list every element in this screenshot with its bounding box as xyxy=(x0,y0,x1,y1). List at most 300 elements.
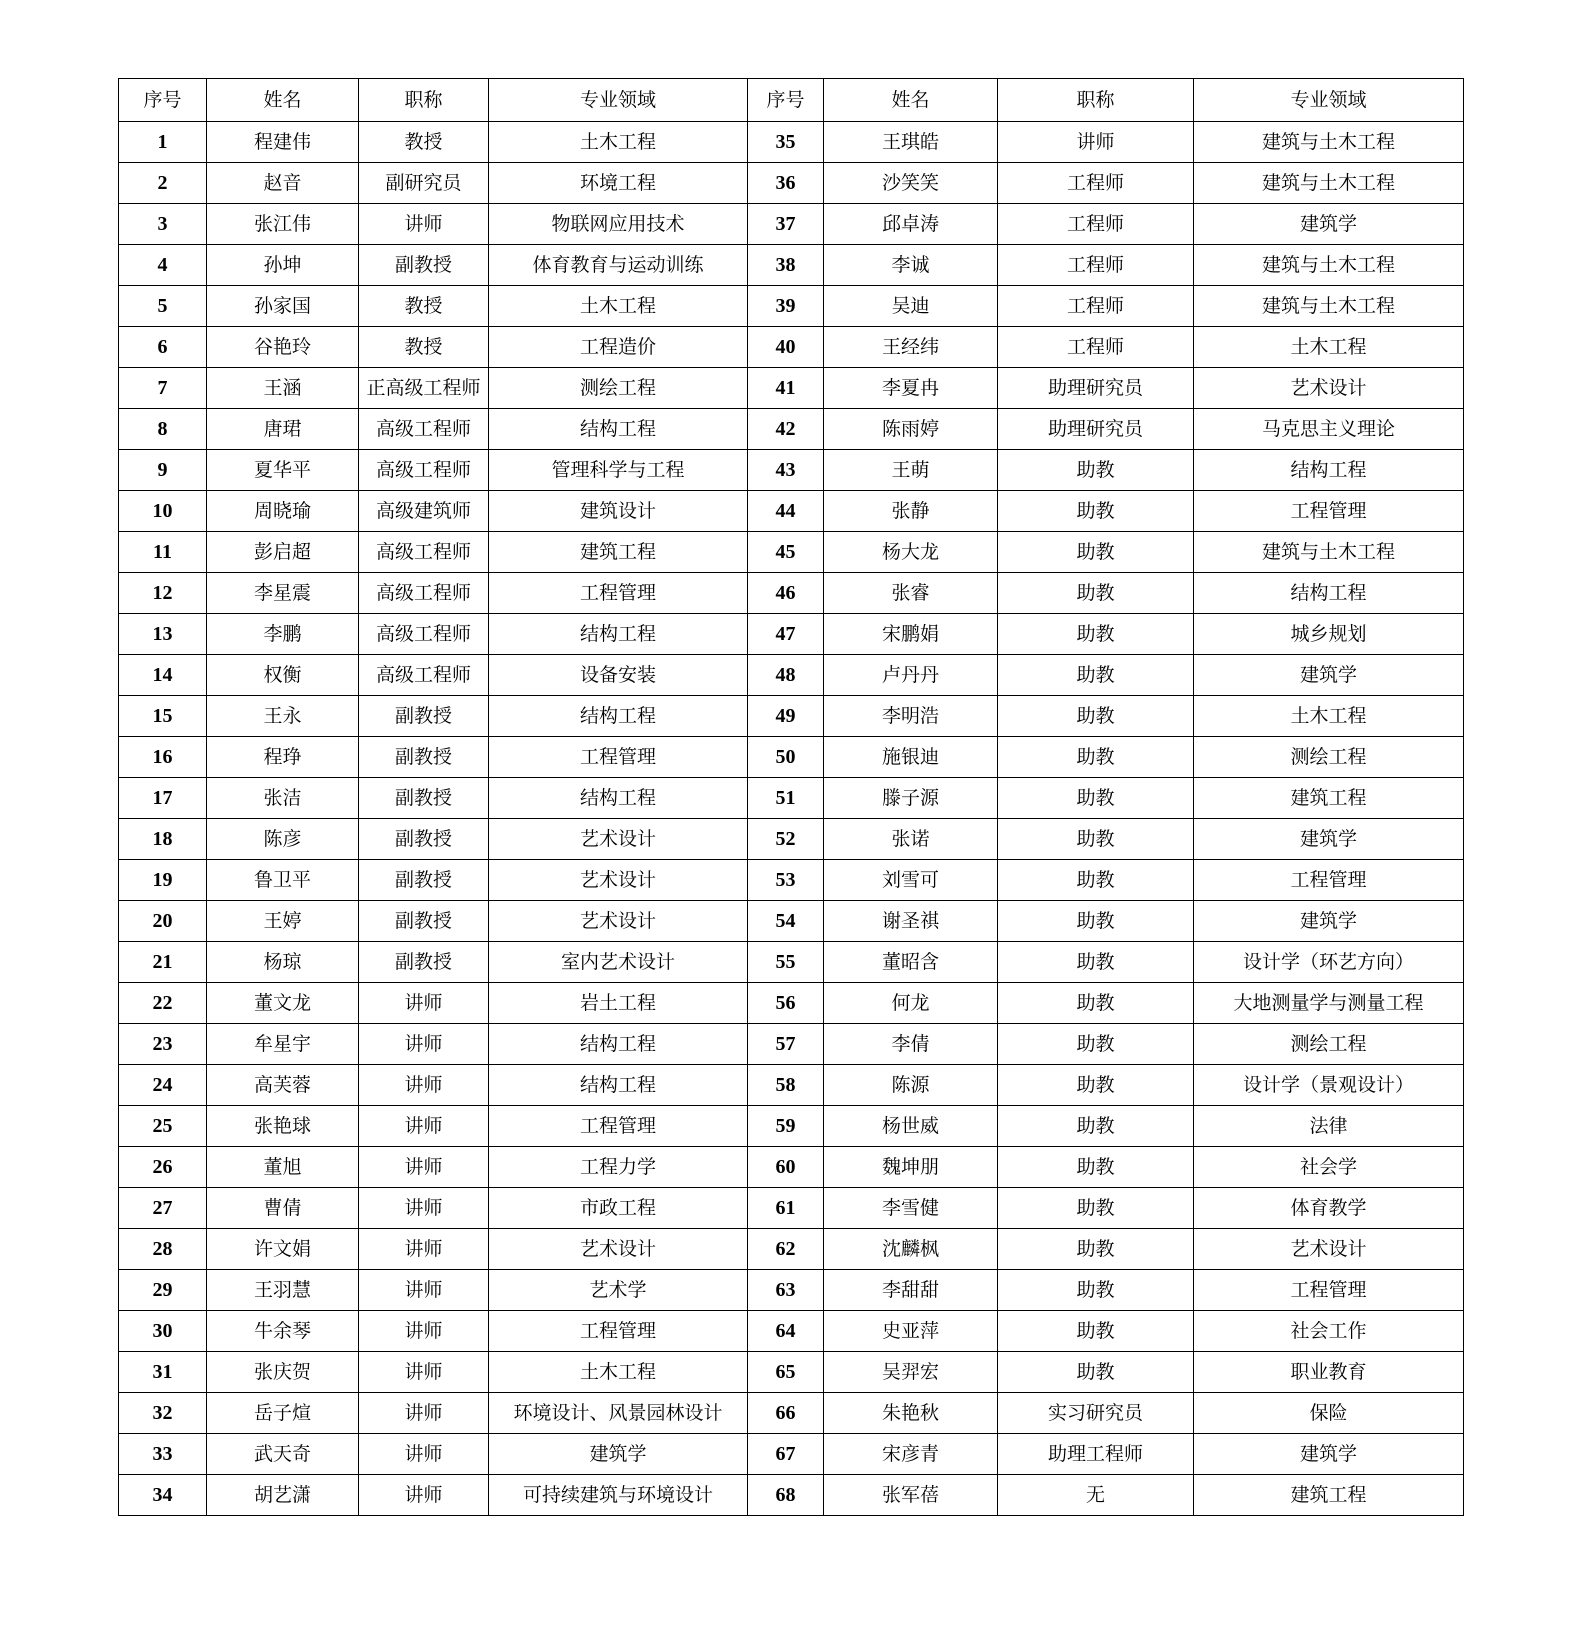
table-row xyxy=(119,1475,1464,1516)
name-header-2: 姓名 xyxy=(824,79,998,122)
field-cell: 结构工程 xyxy=(1194,573,1464,614)
field-cell: 建筑设计 xyxy=(489,491,748,532)
table-row xyxy=(119,1106,1464,1147)
table-row xyxy=(119,1393,1464,1434)
field-cell: 艺术设计 xyxy=(1194,1229,1464,1270)
title-cell: 高级工程师 xyxy=(359,409,489,450)
table-row xyxy=(119,1065,1464,1106)
seq-cell: 47 xyxy=(748,614,824,655)
title-cell: 工程师 xyxy=(998,327,1194,368)
seq-cell: 33 xyxy=(119,1434,207,1475)
field-cell: 工程管理 xyxy=(1194,860,1464,901)
field-cell: 建筑与土木工程 xyxy=(1194,163,1464,204)
seq-cell: 16 xyxy=(119,737,207,778)
title-cell: 助教 xyxy=(998,901,1194,942)
title-cell: 助教 xyxy=(998,860,1194,901)
table-row xyxy=(119,819,1464,860)
table-row xyxy=(119,1188,1464,1229)
name-cell: 施银迪 xyxy=(824,737,998,778)
seq-cell: 13 xyxy=(119,614,207,655)
seq-cell: 59 xyxy=(748,1106,824,1147)
title-cell: 工程师 xyxy=(998,245,1194,286)
table-row xyxy=(119,1147,1464,1188)
field-cell: 建筑学 xyxy=(489,1434,748,1475)
seq-cell: 67 xyxy=(748,1434,824,1475)
name-cell: 张洁 xyxy=(207,778,359,819)
field-cell: 保险 xyxy=(1194,1393,1464,1434)
seq-cell: 8 xyxy=(119,409,207,450)
title-cell: 正高级工程师 xyxy=(359,368,489,409)
title-cell: 副教授 xyxy=(359,737,489,778)
title-cell: 讲师 xyxy=(359,1393,489,1434)
seq-cell: 6 xyxy=(119,327,207,368)
title-cell: 讲师 xyxy=(359,1024,489,1065)
name-cell: 朱艳秋 xyxy=(824,1393,998,1434)
field-cell: 结构工程 xyxy=(489,696,748,737)
field-cell: 马克思主义理论 xyxy=(1194,409,1464,450)
title-cell: 助教 xyxy=(998,983,1194,1024)
field-cell: 结构工程 xyxy=(489,1024,748,1065)
table-row xyxy=(119,1434,1464,1475)
seq-cell: 2 xyxy=(119,163,207,204)
name-cell: 杨世威 xyxy=(824,1106,998,1147)
seq-cell: 18 xyxy=(119,819,207,860)
name-cell: 谢圣祺 xyxy=(824,901,998,942)
seq-cell: 54 xyxy=(748,901,824,942)
field-cell: 设计学（景观设计） xyxy=(1194,1065,1464,1106)
seq-cell: 65 xyxy=(748,1352,824,1393)
seq-cell: 66 xyxy=(748,1393,824,1434)
field-header-2: 专业领域 xyxy=(1194,79,1464,122)
table-row xyxy=(119,573,1464,614)
table-row xyxy=(119,286,1464,327)
name-cell: 宋彦青 xyxy=(824,1434,998,1475)
name-cell: 沈麟枫 xyxy=(824,1229,998,1270)
name-cell: 董昭含 xyxy=(824,942,998,983)
title-cell: 副研究员 xyxy=(359,163,489,204)
table-row xyxy=(119,327,1464,368)
seq-cell: 4 xyxy=(119,245,207,286)
name-cell: 邱卓涛 xyxy=(824,204,998,245)
seq-cell: 14 xyxy=(119,655,207,696)
field-cell: 环境设计、风景园林设计 xyxy=(489,1393,748,1434)
name-cell: 夏华平 xyxy=(207,450,359,491)
field-cell: 土木工程 xyxy=(489,122,748,163)
title-cell: 教授 xyxy=(359,286,489,327)
name-cell: 武天奇 xyxy=(207,1434,359,1475)
name-cell: 周晓瑜 xyxy=(207,491,359,532)
table-row xyxy=(119,696,1464,737)
field-cell: 体育教育与运动训练 xyxy=(489,245,748,286)
title-cell: 副教授 xyxy=(359,819,489,860)
seq-cell: 57 xyxy=(748,1024,824,1065)
name-cell: 李诚 xyxy=(824,245,998,286)
field-cell: 艺术设计 xyxy=(489,901,748,942)
field-cell: 建筑学 xyxy=(1194,204,1464,245)
name-cell: 何龙 xyxy=(824,983,998,1024)
seq-cell: 11 xyxy=(119,532,207,573)
seq-cell: 29 xyxy=(119,1270,207,1311)
title-cell: 副教授 xyxy=(359,245,489,286)
field-cell: 艺术设计 xyxy=(489,1229,748,1270)
seq-cell: 39 xyxy=(748,286,824,327)
seq-cell: 3 xyxy=(119,204,207,245)
field-cell: 工程管理 xyxy=(1194,491,1464,532)
field-cell: 建筑学 xyxy=(1194,901,1464,942)
seq-cell: 46 xyxy=(748,573,824,614)
table-row xyxy=(119,942,1464,983)
name-cell: 陈源 xyxy=(824,1065,998,1106)
title-cell: 助教 xyxy=(998,532,1194,573)
table-body xyxy=(119,122,1464,1516)
field-header: 专业领域 xyxy=(489,79,748,122)
title-cell: 讲师 xyxy=(359,1352,489,1393)
title-cell: 副教授 xyxy=(359,942,489,983)
name-cell: 权衡 xyxy=(207,655,359,696)
seq-cell: 20 xyxy=(119,901,207,942)
name-cell: 高芙蓉 xyxy=(207,1065,359,1106)
seq-cell: 42 xyxy=(748,409,824,450)
seq-cell: 55 xyxy=(748,942,824,983)
seq-cell: 58 xyxy=(748,1065,824,1106)
seq-cell: 17 xyxy=(119,778,207,819)
field-cell: 工程管理 xyxy=(1194,1270,1464,1311)
seq-cell: 64 xyxy=(748,1311,824,1352)
field-cell: 艺术学 xyxy=(489,1270,748,1311)
table-row xyxy=(119,1270,1464,1311)
title-cell: 高级工程师 xyxy=(359,450,489,491)
field-cell: 结构工程 xyxy=(489,409,748,450)
field-cell: 设备安装 xyxy=(489,655,748,696)
title-cell: 讲师 xyxy=(359,1229,489,1270)
field-cell: 社会学 xyxy=(1194,1147,1464,1188)
title-cell: 助教 xyxy=(998,1311,1194,1352)
field-cell: 测绘工程 xyxy=(489,368,748,409)
name-cell: 宋鹏娟 xyxy=(824,614,998,655)
name-cell: 胡艺潇 xyxy=(207,1475,359,1516)
seq-cell: 30 xyxy=(119,1311,207,1352)
seq-header: 序号 xyxy=(119,79,207,122)
title-cell: 高级建筑师 xyxy=(359,491,489,532)
title-cell: 讲师 xyxy=(359,1147,489,1188)
title-cell: 讲师 xyxy=(359,1311,489,1352)
field-cell: 岩土工程 xyxy=(489,983,748,1024)
field-cell: 结构工程 xyxy=(1194,450,1464,491)
name-cell: 孙坤 xyxy=(207,245,359,286)
field-cell: 工程管理 xyxy=(489,573,748,614)
title-cell: 助教 xyxy=(998,1147,1194,1188)
seq-cell: 23 xyxy=(119,1024,207,1065)
field-cell: 城乡规划 xyxy=(1194,614,1464,655)
field-cell: 物联网应用技术 xyxy=(489,204,748,245)
seq-cell: 43 xyxy=(748,450,824,491)
title-cell: 无 xyxy=(998,1475,1194,1516)
table-row xyxy=(119,1352,1464,1393)
name-cell: 李鹏 xyxy=(207,614,359,655)
title-cell: 教授 xyxy=(359,122,489,163)
title-cell: 工程师 xyxy=(998,163,1194,204)
name-cell: 李雪健 xyxy=(824,1188,998,1229)
field-cell: 土木工程 xyxy=(489,286,748,327)
table-row xyxy=(119,245,1464,286)
seq-cell: 35 xyxy=(748,122,824,163)
field-cell: 建筑工程 xyxy=(1194,1475,1464,1516)
name-cell: 董旭 xyxy=(207,1147,359,1188)
title-cell: 副教授 xyxy=(359,901,489,942)
title-cell: 讲师 xyxy=(359,983,489,1024)
title-cell: 助教 xyxy=(998,819,1194,860)
seq-cell: 28 xyxy=(119,1229,207,1270)
title-cell: 工程师 xyxy=(998,286,1194,327)
table-row xyxy=(119,163,1464,204)
name-cell: 牛余琴 xyxy=(207,1311,359,1352)
name-cell: 李夏冉 xyxy=(824,368,998,409)
name-cell: 刘雪可 xyxy=(824,860,998,901)
title-cell: 实习研究员 xyxy=(998,1393,1194,1434)
title-cell: 助教 xyxy=(998,614,1194,655)
title-cell: 助教 xyxy=(998,1229,1194,1270)
table-row xyxy=(119,1024,1464,1065)
title-cell: 高级工程师 xyxy=(359,573,489,614)
seq-cell: 49 xyxy=(748,696,824,737)
name-cell: 李明浩 xyxy=(824,696,998,737)
seq-cell: 44 xyxy=(748,491,824,532)
table-header-row xyxy=(119,79,1464,122)
seq-cell: 56 xyxy=(748,983,824,1024)
field-cell: 结构工程 xyxy=(489,778,748,819)
title-cell: 讲师 xyxy=(359,1475,489,1516)
field-cell: 艺术设计 xyxy=(1194,368,1464,409)
seq-cell: 5 xyxy=(119,286,207,327)
name-cell: 李倩 xyxy=(824,1024,998,1065)
seq-cell: 31 xyxy=(119,1352,207,1393)
table-row xyxy=(119,491,1464,532)
seq-cell: 41 xyxy=(748,368,824,409)
title-cell: 助教 xyxy=(998,1106,1194,1147)
seq-header-2: 序号 xyxy=(748,79,824,122)
seq-cell: 63 xyxy=(748,1270,824,1311)
seq-cell: 51 xyxy=(748,778,824,819)
seq-cell: 36 xyxy=(748,163,824,204)
seq-cell: 7 xyxy=(119,368,207,409)
name-cell: 岳子煊 xyxy=(207,1393,359,1434)
field-cell: 市政工程 xyxy=(489,1188,748,1229)
seq-cell: 38 xyxy=(748,245,824,286)
table-row xyxy=(119,1311,1464,1352)
table-row xyxy=(119,368,1464,409)
name-cell: 张睿 xyxy=(824,573,998,614)
name-cell: 谷艳玲 xyxy=(207,327,359,368)
name-cell: 曹倩 xyxy=(207,1188,359,1229)
table-row xyxy=(119,409,1464,450)
field-cell: 土木工程 xyxy=(1194,696,1464,737)
field-cell: 工程管理 xyxy=(489,1106,748,1147)
field-cell: 建筑学 xyxy=(1194,1434,1464,1475)
seq-cell: 25 xyxy=(119,1106,207,1147)
table-row xyxy=(119,122,1464,163)
seq-cell: 60 xyxy=(748,1147,824,1188)
field-cell: 建筑与土木工程 xyxy=(1194,122,1464,163)
name-cell: 李星震 xyxy=(207,573,359,614)
table-row xyxy=(119,860,1464,901)
name-cell: 王琪皓 xyxy=(824,122,998,163)
title-cell: 助教 xyxy=(998,1352,1194,1393)
field-cell: 工程管理 xyxy=(489,1311,748,1352)
name-cell: 张江伟 xyxy=(207,204,359,245)
title-cell: 讲师 xyxy=(359,204,489,245)
field-cell: 建筑与土木工程 xyxy=(1194,286,1464,327)
seq-cell: 37 xyxy=(748,204,824,245)
field-cell: 职业教育 xyxy=(1194,1352,1464,1393)
table-row xyxy=(119,1229,1464,1270)
field-cell: 艺术设计 xyxy=(489,819,748,860)
field-cell: 测绘工程 xyxy=(1194,1024,1464,1065)
field-cell: 结构工程 xyxy=(489,614,748,655)
title-header-2: 职称 xyxy=(998,79,1194,122)
name-cell: 史亚萍 xyxy=(824,1311,998,1352)
table-row xyxy=(119,778,1464,819)
seq-cell: 40 xyxy=(748,327,824,368)
seq-cell: 68 xyxy=(748,1475,824,1516)
field-cell: 社会工作 xyxy=(1194,1311,1464,1352)
name-cell: 陈彦 xyxy=(207,819,359,860)
field-cell: 可持续建筑与环境设计 xyxy=(489,1475,748,1516)
seq-cell: 27 xyxy=(119,1188,207,1229)
title-cell: 助理研究员 xyxy=(998,368,1194,409)
table-row xyxy=(119,532,1464,573)
seq-cell: 48 xyxy=(748,655,824,696)
title-cell: 讲师 xyxy=(359,1188,489,1229)
title-cell: 助教 xyxy=(998,1188,1194,1229)
seq-cell: 9 xyxy=(119,450,207,491)
title-cell: 助教 xyxy=(998,1065,1194,1106)
field-cell: 土木工程 xyxy=(489,1352,748,1393)
title-cell: 助理研究员 xyxy=(998,409,1194,450)
name-cell: 赵音 xyxy=(207,163,359,204)
field-cell: 室内艺术设计 xyxy=(489,942,748,983)
title-cell: 助教 xyxy=(998,1024,1194,1065)
seq-cell: 1 xyxy=(119,122,207,163)
field-cell: 工程管理 xyxy=(489,737,748,778)
name-cell: 杨琼 xyxy=(207,942,359,983)
title-cell: 助教 xyxy=(998,573,1194,614)
name-cell: 张庆贺 xyxy=(207,1352,359,1393)
title-cell: 副教授 xyxy=(359,778,489,819)
field-cell: 工程造价 xyxy=(489,327,748,368)
title-cell: 副教授 xyxy=(359,860,489,901)
table-row xyxy=(119,614,1464,655)
seq-cell: 24 xyxy=(119,1065,207,1106)
table-row xyxy=(119,450,1464,491)
name-cell: 杨大龙 xyxy=(824,532,998,573)
seq-cell: 53 xyxy=(748,860,824,901)
title-header: 职称 xyxy=(359,79,489,122)
name-cell: 程琤 xyxy=(207,737,359,778)
field-cell: 大地测量学与测量工程 xyxy=(1194,983,1464,1024)
name-cell: 王婷 xyxy=(207,901,359,942)
field-cell: 工程力学 xyxy=(489,1147,748,1188)
field-cell: 建筑与土木工程 xyxy=(1194,245,1464,286)
title-cell: 讲师 xyxy=(998,122,1194,163)
name-cell: 鲁卫平 xyxy=(207,860,359,901)
name-cell: 王经纬 xyxy=(824,327,998,368)
field-cell: 体育教学 xyxy=(1194,1188,1464,1229)
seq-cell: 45 xyxy=(748,532,824,573)
title-cell: 助教 xyxy=(998,655,1194,696)
name-cell: 张静 xyxy=(824,491,998,532)
seq-cell: 34 xyxy=(119,1475,207,1516)
title-cell: 讲师 xyxy=(359,1065,489,1106)
seq-cell: 26 xyxy=(119,1147,207,1188)
name-cell: 卢丹丹 xyxy=(824,655,998,696)
seq-cell: 19 xyxy=(119,860,207,901)
field-cell: 建筑学 xyxy=(1194,819,1464,860)
name-cell: 张诺 xyxy=(824,819,998,860)
table-row xyxy=(119,983,1464,1024)
title-cell: 助教 xyxy=(998,942,1194,983)
name-cell: 王萌 xyxy=(824,450,998,491)
name-cell: 张军蓓 xyxy=(824,1475,998,1516)
field-cell: 建筑与土木工程 xyxy=(1194,532,1464,573)
name-cell: 许文娟 xyxy=(207,1229,359,1270)
field-cell: 法律 xyxy=(1194,1106,1464,1147)
name-cell: 吴羿宏 xyxy=(824,1352,998,1393)
title-cell: 讲师 xyxy=(359,1106,489,1147)
field-cell: 建筑学 xyxy=(1194,655,1464,696)
name-cell: 程建伟 xyxy=(207,122,359,163)
name-cell: 滕子源 xyxy=(824,778,998,819)
field-cell: 建筑工程 xyxy=(1194,778,1464,819)
name-cell: 孙家国 xyxy=(207,286,359,327)
name-cell: 沙笑笑 xyxy=(824,163,998,204)
name-cell: 魏坤朋 xyxy=(824,1147,998,1188)
name-cell: 唐珺 xyxy=(207,409,359,450)
name-cell: 李甜甜 xyxy=(824,1270,998,1311)
seq-cell: 22 xyxy=(119,983,207,1024)
title-cell: 助教 xyxy=(998,1270,1194,1311)
title-cell: 助教 xyxy=(998,696,1194,737)
title-cell: 教授 xyxy=(359,327,489,368)
staff-table xyxy=(118,78,1464,1516)
seq-cell: 12 xyxy=(119,573,207,614)
name-cell: 王永 xyxy=(207,696,359,737)
seq-cell: 62 xyxy=(748,1229,824,1270)
title-cell: 助理工程师 xyxy=(998,1434,1194,1475)
table-row xyxy=(119,901,1464,942)
name-cell: 王涵 xyxy=(207,368,359,409)
seq-cell: 15 xyxy=(119,696,207,737)
field-cell: 土木工程 xyxy=(1194,327,1464,368)
field-cell: 艺术设计 xyxy=(489,860,748,901)
name-header: 姓名 xyxy=(207,79,359,122)
name-cell: 张艳球 xyxy=(207,1106,359,1147)
field-cell: 结构工程 xyxy=(489,1065,748,1106)
field-cell: 环境工程 xyxy=(489,163,748,204)
seq-cell: 61 xyxy=(748,1188,824,1229)
title-cell: 助教 xyxy=(998,778,1194,819)
name-cell: 牟星宇 xyxy=(207,1024,359,1065)
table-row xyxy=(119,204,1464,245)
name-cell: 吴迪 xyxy=(824,286,998,327)
title-cell: 高级工程师 xyxy=(359,655,489,696)
name-cell: 董文龙 xyxy=(207,983,359,1024)
title-cell: 高级工程师 xyxy=(359,532,489,573)
seq-cell: 10 xyxy=(119,491,207,532)
field-cell: 测绘工程 xyxy=(1194,737,1464,778)
seq-cell: 21 xyxy=(119,942,207,983)
title-cell: 副教授 xyxy=(359,696,489,737)
seq-cell: 50 xyxy=(748,737,824,778)
